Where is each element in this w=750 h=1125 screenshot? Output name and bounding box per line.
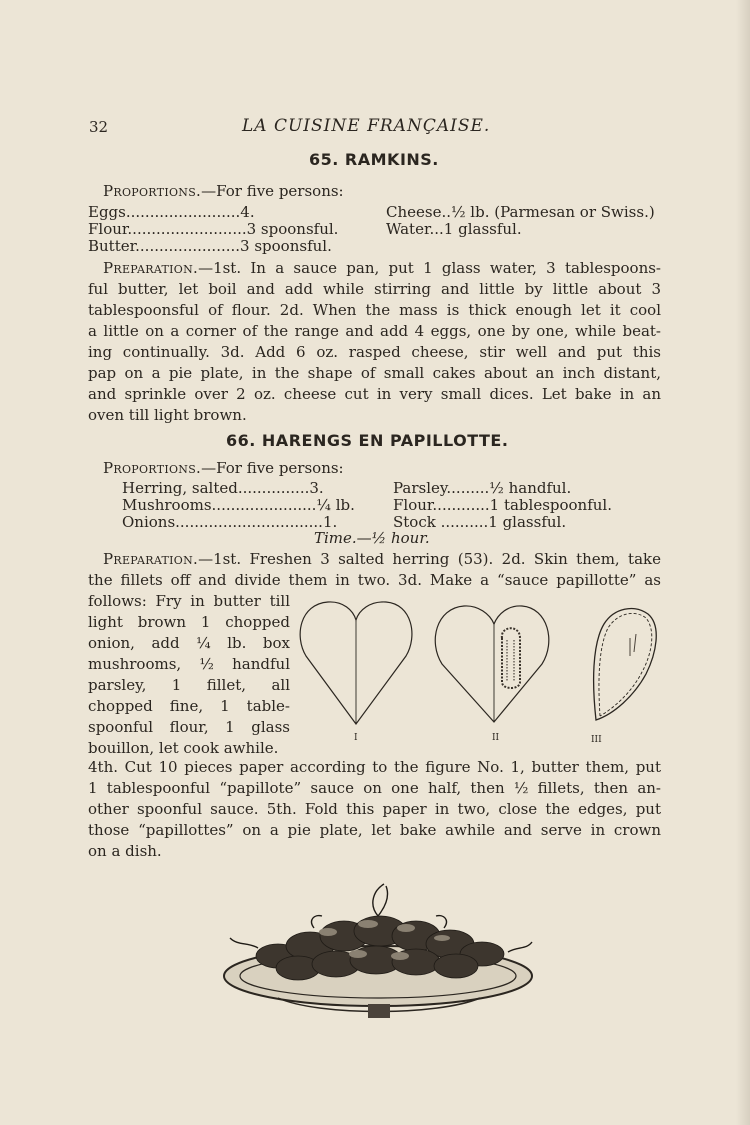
- ingredient-flour: Flour.........................3 spoonsful.: [88, 220, 339, 238]
- recipe-65-prep-line-5: ing continually. 3d. Add 6 oz. rasped cheese, stir well and put this: [88, 343, 661, 361]
- recipe-66-prep-line-cont-2: those “papillottes” on a pie plate, let bake awhile and serve in crown: [88, 821, 661, 839]
- recipe-65-prep-line-1: Preparation.—1st. In a sauce pan, put 1 glass water, 3 tablespoons-: [103, 259, 661, 277]
- figure-1-paper-heart: [298, 596, 418, 728]
- ingredient-mushrooms: Mushrooms......................¼ lb.: [122, 496, 355, 514]
- recipe-66-narrow-line-5: parsley, 1 fillet, all: [88, 676, 290, 694]
- recipe-65-proportions: [103, 181, 344, 202]
- ingredient-stock: Stock ..........1 glassful.: [393, 513, 567, 531]
- ingredient-butter: Butter......................3 spoonsful.: [88, 237, 332, 255]
- figure-label-2: II: [492, 733, 500, 743]
- recipe-66-prep-line-5th: other spoonful sauce. 5th. Fold this paper in two, close the edges, put: [88, 800, 661, 818]
- page-edge-shadow: [736, 0, 750, 1125]
- ingredient-water: Water...1 glassful.: [386, 220, 522, 238]
- figure-label-3: III: [591, 735, 602, 745]
- recipe-65-prep-line-4: a little on a corner of the range and add 4 eggs, one by one, while beat-: [88, 322, 661, 340]
- running-title: LA CUISINE FRANÇAISE.: [242, 116, 491, 136]
- figure-label-1: I: [354, 733, 358, 743]
- recipe-65-prep-line-2: ful butter, let boil and add while stirring and little by little about 3: [88, 280, 661, 298]
- recipe-66-prep-line-last: on a dish.: [88, 842, 162, 860]
- recipe-66-prep-line-4th: 4th. Cut 10 pieces paper according to the figure No. 1, butter them, put: [88, 758, 661, 776]
- recipe-66-title: 66. HARENGS EN PAPILLOTTE.: [226, 431, 509, 450]
- recipe-66-narrow-line-7: spoonful flour, 1 glass: [88, 718, 290, 736]
- recipe-66-prep-line-2: the fillets off and divide them in two. 3d. Make a “sauce papillotte” as: [88, 571, 661, 589]
- figure-3-folded-papillote: [590, 604, 662, 728]
- recipe-66-prep-line-cont-1: 1 tablespoonful “papillote” sauce on one half, then ½ fillets, then an-: [88, 779, 661, 797]
- proportions-label: Proportions.: [103, 182, 202, 200]
- preparation-label: Preparation.: [103, 259, 199, 277]
- ingredient-onions: Onions...............................1.: [122, 513, 338, 531]
- recipe-66-proportions: [103, 458, 344, 479]
- ingredient-herring: Herring, salted...............3.: [122, 479, 324, 497]
- recipe-65-title: 65. RAMKINS.: [309, 150, 439, 169]
- recipe-65-prep-line-7: and sprinkle over 2 oz. cheese cut in very small dices. Let bake in an: [88, 385, 661, 403]
- recipe-66-prep-line-1: Preparation.—1st. Freshen 3 salted herring (53). 2d. Skin them, take: [103, 550, 661, 568]
- figure-2-heart-with-fillet: [434, 602, 552, 726]
- recipe-66-narrow-line-2: light brown 1 chopped: [88, 613, 290, 631]
- recipe-65-prep-line-6: pap on a pie plate, in the shape of small cakes about an inch distant,: [88, 364, 661, 382]
- ingredient-flour: Flour............1 tablespoonful.: [393, 496, 612, 514]
- proportions-label: Proportions.: [103, 459, 202, 477]
- recipe-65-prep-line-3: tablespoonsful of flour. 2d. When the mass is thick enough let it cool: [88, 301, 661, 319]
- dish-illustration: [218, 876, 542, 1026]
- recipe-66-narrow-line-8: bouillon, let cook awhile.: [88, 739, 279, 757]
- cooking-time: Time.—½ hour.: [314, 529, 430, 547]
- ingredient-parsley: Parsley.........½ handful.: [393, 479, 572, 497]
- ingredient-cheese: Cheese..½ lb. (Parmesan or Swiss.): [386, 203, 655, 221]
- recipe-66-narrow-line-3: onion, add ¼ lb. box: [88, 634, 290, 652]
- recipe-66-narrow-line-6: chopped fine, 1 table-: [88, 697, 290, 715]
- recipe-66-narrow-line-4: mushrooms, ½ handful: [88, 655, 290, 673]
- recipe-66-narrow-line-1: follows: Fry in butter till: [88, 592, 290, 610]
- preparation-label: Preparation.: [103, 550, 199, 568]
- ingredient-eggs: Eggs........................4.: [88, 203, 255, 221]
- page-number: 32: [89, 118, 109, 136]
- recipe-65-prep-line-8: oven till light brown.: [88, 406, 247, 424]
- proportions-text: —For five persons:: [201, 182, 344, 200]
- proportions-text: —For five persons:: [201, 459, 344, 477]
